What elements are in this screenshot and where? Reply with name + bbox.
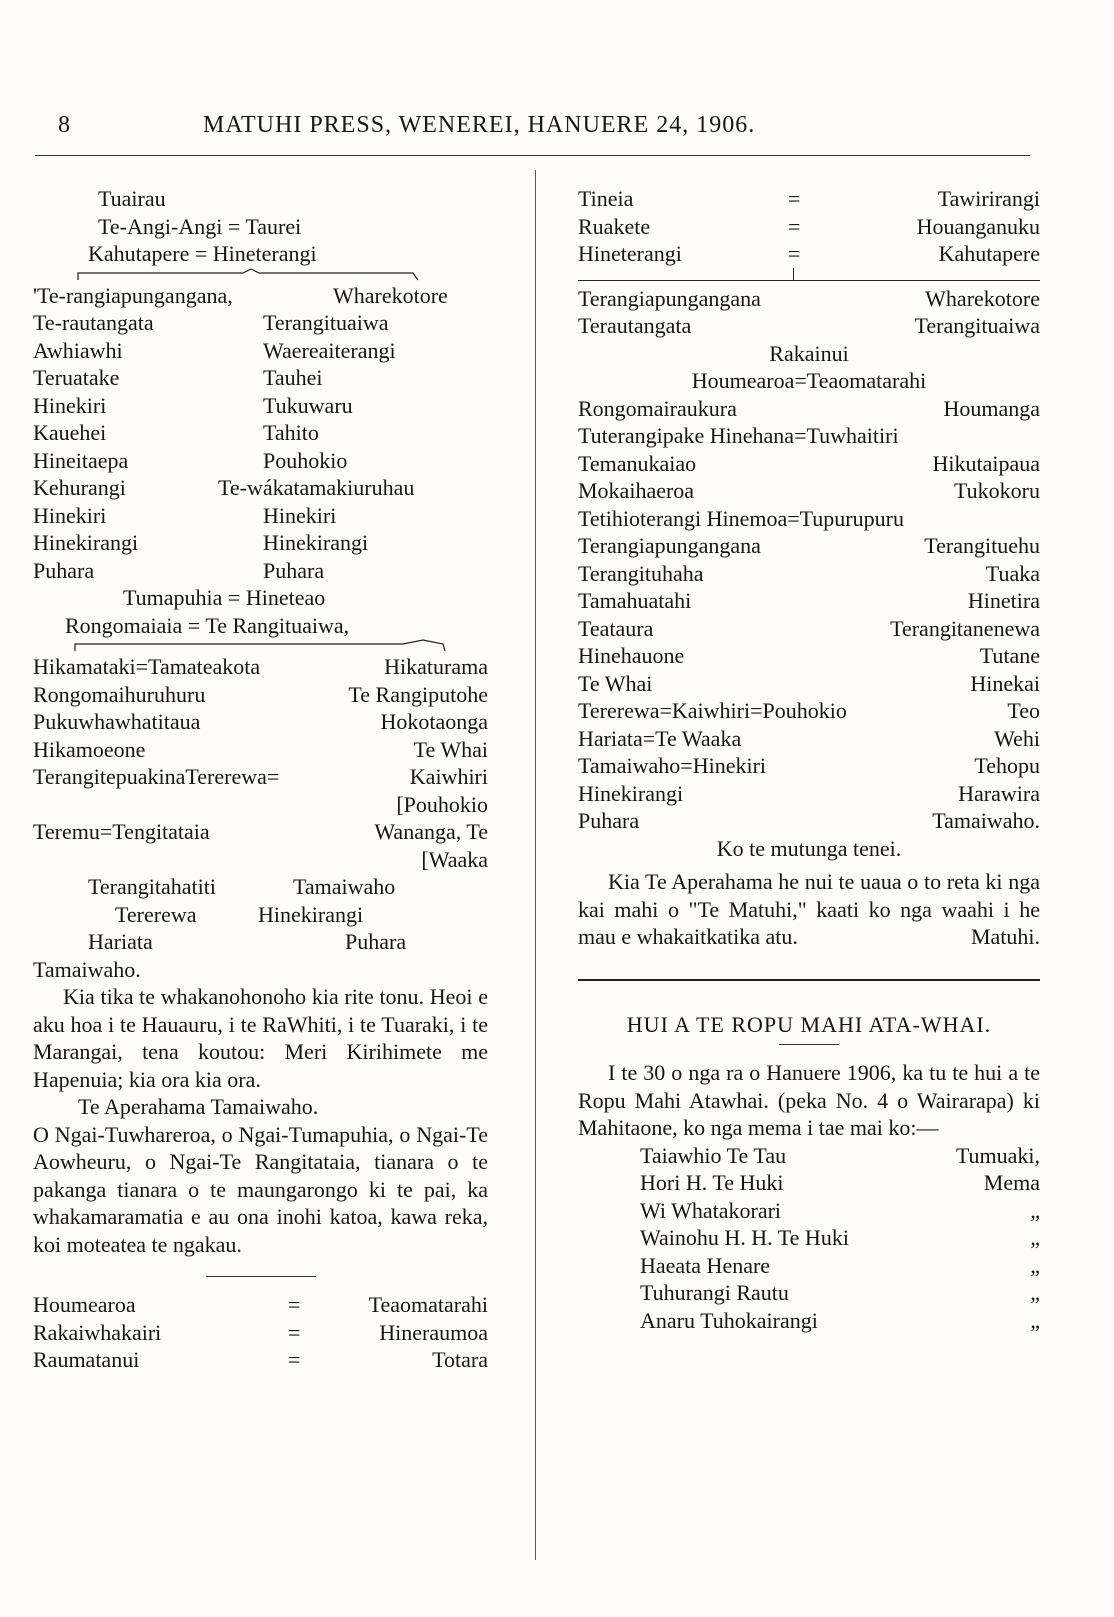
genealogy-pair: [Pouhokio [396, 791, 488, 817]
genealogy-pair: TerangitepuakinaTererewa= Kaiwhiri [33, 764, 488, 789]
equation-row: Rakaiwhakairi = Hineraumoa [33, 1319, 488, 1345]
member-row: Tuhurangi Rautu „ [640, 1280, 1040, 1305]
newspaper-title: MATUHI PRESS, WENEREI, HANUERE 24, 1906. [203, 112, 756, 138]
text-line: Rongomaiaia = Te Rangituaiwa, [65, 612, 350, 638]
genealogy-pair: Hinekirangi Harawira [578, 780, 1040, 806]
genealogy-pair: Hinehauone Tutane [578, 643, 1040, 668]
genealogy-pair: Hariata Puhara [88, 929, 407, 954]
genealogy-pair: Pukuwhawhatitaua Hokotaonga [33, 709, 488, 734]
equation-row: Tineia = Tawirirangi [578, 186, 1040, 211]
text-line: Te-Angi-Angi = Taurei [98, 213, 302, 239]
genealogy-pair: Tamahuatahi Hinetira [578, 588, 1040, 613]
left-column [33, 185, 488, 1374]
genealogy-pair: Rongomairaukura Houmanga [578, 395, 1040, 421]
genealogy-pairs-3 [33, 873, 488, 956]
genealogy-pair: 'Te-rangiapungangana, Wharekotore [33, 282, 448, 308]
genealogy-pair: Rongomaihuruhuru Te Rangiputohe [33, 681, 488, 707]
text-line: Ko te mutunga tenei. [716, 835, 902, 861]
note-signature: Matuhi. [970, 924, 1040, 949]
genealogy-pair: Kehurangi Te-wákatamakiuruhau [33, 475, 415, 500]
text-line: Kahutapere = Hineterangi [88, 241, 317, 266]
equation-rows [578, 185, 1040, 268]
genealogy-pair: Temanukaiao Hikutaipaua [578, 450, 1040, 476]
section-rule-thick [578, 979, 1040, 981]
genealogy-pair: Teremu=Tengitataia Wananga, Te [33, 819, 488, 844]
letter-paragraph: Kia tika te whakanohonoho kia rite tonu. Heoi e aku hoa i te Hauauru, i te RaWhiti, i te Tuaraki, i te Marangai, tena koutou: Meri Kirihimete me Hapenuia; kia ora kia ora. [33, 984, 488, 1092]
brace [33, 268, 488, 282]
genealogy-pair: Teruatake Tauhei [33, 365, 323, 390]
genealogy-pair: Awhiawhi Waereaiterangi [33, 337, 396, 363]
note-paragraph: Kia Te Aperahama he nui te uaua o to reta ki nga kai mahi o "Te Matuhi," kaati ko nga waahi i he mau e whakaitkatika atu. Matuhi. [578, 869, 1040, 949]
heading-rule [779, 1044, 839, 1045]
genealogy-pair: Terautangata Terangituaiwa [578, 313, 1040, 338]
text-line: Tumapuhia = Hineteao [123, 585, 326, 610]
equation-row: Raumatanui = Totara [33, 1347, 488, 1372]
genealogy-pairs-1 [33, 282, 488, 585]
text-line: Rakainui [769, 340, 849, 366]
genealogy-top [33, 185, 488, 268]
genealogy-pair: Puhara Puhara [33, 557, 325, 583]
genealogy-pair: Tetihioterangi Hinemoa=Tupurupuru [578, 505, 904, 531]
member-row: Wi Whatakorari „ [640, 1197, 1040, 1223]
genealogy-pair: Hikamoeone Te Whai [33, 736, 488, 762]
hui-paragraph: I te 30 o nga ra o Hanuere 1906, ka tu te hui a te Ropu Mahi Atawhai. (peka No. 4 o Wairarapa) ki Mahitaone, ko nga mema i tae mai ko:— [578, 1060, 1040, 1140]
member-list [578, 1142, 1040, 1335]
genealogy-pair: Te-rautangata Terangituaiwa [33, 310, 389, 335]
member-row: Wainohu H. H. Te Huki „ [640, 1225, 1040, 1250]
genealogy-pairs-2 [33, 653, 488, 873]
genealogy-pair: Te Whai Hinekai [578, 670, 1040, 696]
right-column [578, 185, 1040, 1334]
genealogy-pair: Terangituhaha Tuaka [578, 560, 1040, 586]
genealogy-pair: Tererewa Hinekirangi [115, 901, 364, 927]
genealogy-pair: Terangiapungangana Wharekotore [578, 285, 1040, 311]
letter-paragraph-2: O Ngai-Tuwhareroa, o Ngai-Tumapuhia, o Ngai-Te Aowheuru, o Ngai-Te Rangitataia, tianara o te pakanga tianara o te maungarongo ki te pai, ka whakamaramatia e au ona inohi katoa, kawa reka, koi moteatea te ngakau. [33, 1121, 488, 1257]
genealogy-pairs-b [578, 395, 1040, 835]
genealogy-pair: Hikamataki=Tamateakota Hikaturama [33, 654, 488, 679]
equation-row: Hineterangi = Kahutapere [578, 241, 1040, 266]
brace-rule [578, 280, 1040, 281]
genealogy-pair: Tuterangipake Hinehana=Tuwhaitiri [578, 423, 899, 448]
text-line: Tuairau [98, 186, 166, 211]
equation-row: Ruakete = Houanganuku [578, 213, 1040, 239]
column-divider [535, 170, 536, 1560]
text-line: Houmearoa=Teaomatarahi [691, 368, 927, 393]
genealogy-pair: Puhara Tamaiwaho. [578, 808, 1040, 833]
brace [33, 639, 488, 653]
section-rule [206, 1276, 316, 1277]
text-line: Tamaiwaho. [33, 956, 141, 982]
section-heading: HUI A TE ROPU MAHI ATA-WHAI. [626, 1011, 992, 1037]
genealogy-pair: Terangiapungangana Terangituehu [578, 533, 1040, 558]
signature: Te Aperahama Tamaiwaho. [78, 1094, 319, 1119]
connector [578, 268, 1040, 280]
genealogy-pair: Terangitahatiti Tamaiwaho [88, 874, 396, 899]
genealogy-pair: Hinekiri Tukuwaru [33, 392, 353, 418]
member-row: Taiawhio Te Tau Tumuaki, [640, 1142, 1040, 1168]
page-number: 8 [58, 112, 71, 138]
equation-rows [33, 1291, 488, 1374]
genealogy-pair: Mokaihaeroa Tukokoru [578, 478, 1040, 503]
genealogy-pair: Tamaiwaho=Hinekiri Tehopu [578, 753, 1040, 778]
equation-row: Houmearoa = Teaomatarahi [33, 1292, 488, 1317]
header-rule [35, 155, 1030, 156]
member-row: Anaru Tuhokairangi „ [640, 1307, 1040, 1333]
member-row: Haeata Henare „ [640, 1252, 1040, 1278]
genealogy-pair: Tererewa=Kaiwhiri=Pouhokio Teo [578, 698, 1040, 723]
genealogy-pair: Teataura Terangitanenewa [578, 615, 1040, 641]
genealogy-pairs-a [578, 285, 1040, 340]
genealogy-pair: Hineitaepa Pouhokio [33, 447, 348, 473]
genealogy-pair: Hinekirangi Hinekirangi [33, 530, 369, 555]
genealogy-pair: Kauehei Tahito [33, 420, 319, 445]
genealogy-pair: [Waaka [421, 846, 488, 872]
genealogy-pair: Hinekiri Hinekiri [33, 502, 337, 528]
member-row: Hori H. Te Huki Mema [640, 1170, 1040, 1195]
genealogy-pair: Hariata=Te Waaka Wehi [578, 725, 1040, 751]
